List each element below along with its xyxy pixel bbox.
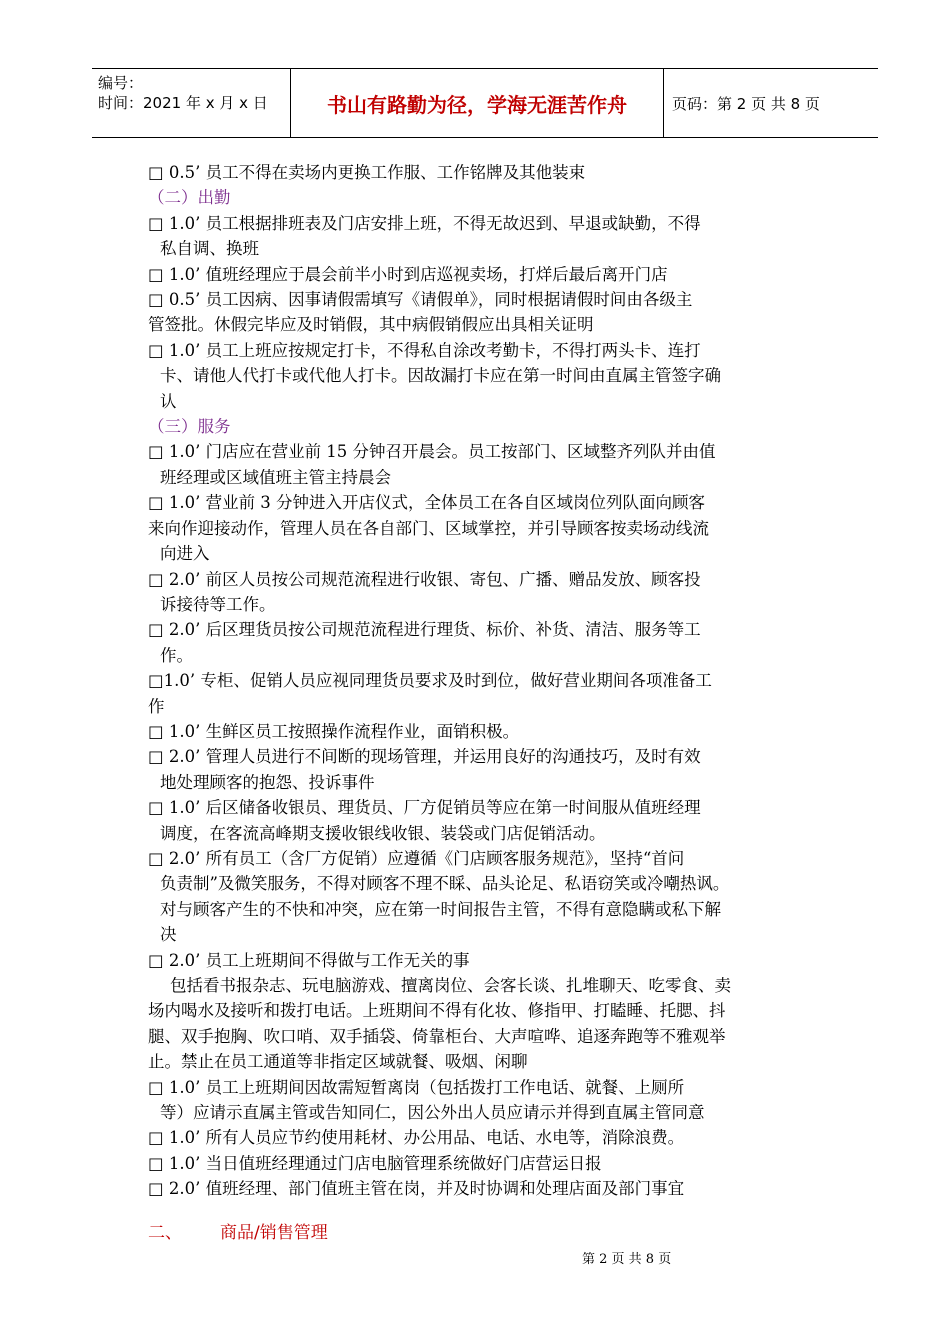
text-line: □ 2.0’ 前区人员按公司规范流程进行收银、寄包、广播、赠品发放、顾客投 xyxy=(148,569,701,589)
text-line: □ 1.0’ 门店应在营业前 15 分钟召开晨会。员工按部门、区域整齐列队并由值 xyxy=(148,442,716,462)
text-line: 诉接待等工作。 xyxy=(160,594,276,614)
number-label: 编号： xyxy=(98,74,144,92)
chapter-title: 商品/销售管理 xyxy=(220,1223,328,1243)
text-line: □ 1.0’ 营业前 3 分钟进入开店仪式，全体员工在各自区域岗位列队面向顾客 xyxy=(148,493,706,513)
time-label: 时间：2021 年 x 月 x 日 xyxy=(98,94,268,112)
text-line: □ 1.0’ 员工根据排班表及门店安排上班，不得无故迟到、早退或缺勤，不得 xyxy=(148,213,701,233)
text-line: 止。禁止在员工通道等非指定区域就餐、吸烟、闲聊 xyxy=(148,1052,528,1072)
text-line: 对与顾客产生的不快和冲突，应在第一时间报告主管，不得有意隐瞒或私下解 xyxy=(160,899,721,919)
text-line: 向进入 xyxy=(160,544,210,564)
text-line: □ 2.0’ 管理人员进行不间断的现场管理，并运用良好的沟通技巧，及时有效 xyxy=(148,747,701,767)
text-line: 管签批。休假完毕应及时销假，其中病假销假应出具相关证明 xyxy=(148,315,594,335)
header-page-label: 页码：第 2 页 共 8 页 xyxy=(672,95,820,113)
text-line: □ 2.0’ 所有员工（含厂方促销）应遵循《门店顾客服务规范》，坚持“首问 xyxy=(148,848,685,868)
text-line: □ 2.0’ 后区理货员按公司规范流程进行理货、标价、补货、清洁、服务等工 xyxy=(148,620,701,640)
text-line: 决 xyxy=(160,925,177,945)
text-line: 腿、双手抱胸、吹口哨、双手插袋、倚靠柜台、大声喧哗、追逐奔跑等不雅观举 xyxy=(148,1026,726,1046)
page-footer: 第 2 页 共 8 页 xyxy=(582,1252,672,1267)
text-line: 班经理或区域值班主管主持晨会 xyxy=(160,467,391,487)
text-line: □1.0’ 专柜、促销人员应视同理货员要求及时到位，做好营业期间各项准备工 xyxy=(148,671,712,691)
text-line: □ 0.5’ 员工不得在卖场内更换工作服、工作铭牌及其他装束 xyxy=(148,163,586,182)
text-line: □ 2.0’ 值班经理、部门值班主管在岗，并及时协调和处理店面及部门事宜 xyxy=(148,1179,685,1199)
chapter-heading xyxy=(148,1218,328,1243)
text-line: □ 1.0’ 当日值班经理通过门店电脑管理系统做好门店营运日报 xyxy=(148,1153,602,1173)
text-line: 作。 xyxy=(160,645,193,665)
text-line: □ 1.0’ 生鲜区员工按照操作流程作业，面销积极。 xyxy=(148,721,520,741)
header-motto: 书山有路勤为径，学海无涯苦作舟 xyxy=(290,69,664,137)
text-line: 场内喝水及接听和拨打电话。上班期间不得有化妆、修指甲、打瞌睡、托腮、抖 xyxy=(148,1001,726,1021)
text-line: □ 1.0’ 后区储备收银员、理货员、厂方促销员等应在第一时间服从值班经理 xyxy=(148,798,701,818)
text-line: □ 1.0’ 值班经理应于晨会前半小时到店巡视卖场，打烊后最后离开门店 xyxy=(148,264,668,284)
text-line: 地处理顾客的抱怨、投诉事件 xyxy=(160,772,375,792)
document-body xyxy=(148,160,838,1202)
text-line: 私自调、换班 xyxy=(160,239,259,259)
section-heading-attendance: （二）出勤 xyxy=(148,188,231,208)
header-left xyxy=(98,73,268,113)
text-line: □ 2.0’ 员工上班期间不得做与工作无关的事 xyxy=(148,950,470,970)
text-line: 来向作迎接动作，管理人员在各自部门、区域掌控，并引导顾客按卖场动线流 xyxy=(148,518,709,538)
section-heading-service: （三）服务 xyxy=(148,417,231,437)
text-line: 负责制”及微笑服务，不得对顾客不理不睬、品头论足、私语窃笑或冷嘲热讽。 xyxy=(160,874,730,894)
text-line: □ 1.0’ 员工上班期间因故需短暂离岗（包括拨打工作电话、就餐、上厕所 xyxy=(148,1077,685,1097)
text-line: □ 1.0’ 员工上班应按规定打卡，不得私自涂改考勤卡，不得打两头卡、连打 xyxy=(148,340,701,360)
text-line: 包括看书报杂志、玩电脑游戏、擅离岗位、会客长谈、扎堆聊天、吃零食、卖 xyxy=(170,976,731,995)
text-line: 认 xyxy=(160,391,177,411)
text-line: 调度，在客流高峰期支援收银线收银、装袋或门店促销活动。 xyxy=(160,823,606,843)
text-line: □ 1.0’ 所有人员应节约使用耗材、办公用品、电话、水电等，消除浪费。 xyxy=(148,1128,685,1148)
text-line: 等）应请示直属主管或告知同仁，因公外出人员应请示并得到直属主管同意 xyxy=(160,1103,705,1123)
page-header xyxy=(92,68,878,138)
text-line: 卡、请他人代打卡或代他人打卡。因故漏打卡应在第一时间由直属主管签字确 xyxy=(160,366,721,386)
chapter-number: 二、 xyxy=(148,1223,182,1243)
text-line: 作 xyxy=(148,696,165,716)
text-line: □ 0.5’ 员工因病、因事请假需填写《请假单》，同时根据请假时间由各级主 xyxy=(148,290,693,310)
